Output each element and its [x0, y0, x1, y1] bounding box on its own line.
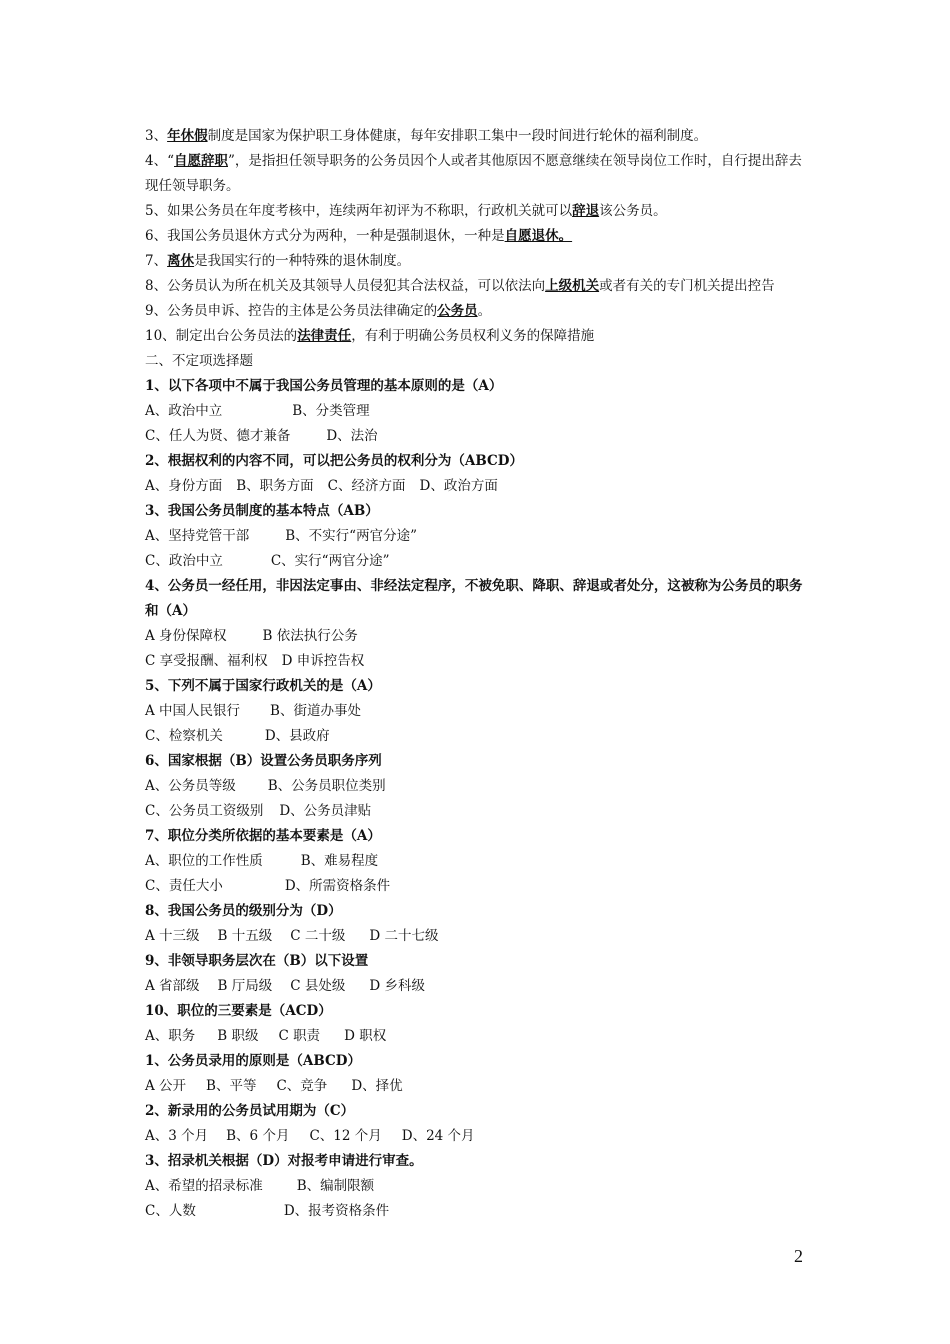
question-text: 5、如果公务员在年度考核中，连续两年初评为不称职，行政机关就可以 — [145, 203, 573, 219]
question-text: 。 — [477, 303, 492, 319]
question-text: 3、 — [145, 128, 168, 144]
mc-options-row — [145, 1124, 813, 1149]
answer-keyword: 公务员 — [437, 303, 478, 319]
mc-option: B 厅局级 — [217, 978, 273, 994]
mc-option: A、坚持党管干部 — [145, 528, 250, 544]
mc-options-row — [145, 649, 813, 674]
page-content — [145, 124, 813, 1224]
answer-keyword: 自愿退休。 — [504, 228, 573, 244]
mc-options-row — [145, 799, 813, 824]
mc-options-row — [145, 1024, 813, 1049]
fill-in-question-6 — [145, 224, 813, 249]
fill-in-question-9 — [145, 299, 813, 324]
mc-question: 2、根据权利的内容不同，可以把公务员的权利分为（ABCD） — [145, 453, 523, 469]
mc-option: B、6 个月 — [226, 1128, 290, 1144]
question-text: 7、 — [145, 253, 168, 269]
mc-question: 1、以下各项中不属于我国公务员管理的基本原则的是（A） — [145, 378, 503, 394]
mc-option: B、编制限额 — [296, 1178, 375, 1194]
question-text: 10、制定出台公务员法的 — [145, 328, 298, 344]
mc-option: D 职权 — [344, 1028, 387, 1044]
mc-option: C、政治中立 — [145, 553, 223, 569]
mc-options-row — [145, 874, 813, 899]
mc-option: B、难易程度 — [300, 853, 379, 869]
fill-in-question-3 — [145, 124, 813, 149]
mc-options-row — [145, 924, 813, 949]
mc-option: B、分类管理 — [292, 403, 370, 419]
fill-in-question-8 — [145, 274, 813, 299]
mc-option: C、责任大小 — [145, 878, 223, 894]
mc-options-row — [145, 524, 813, 549]
mc-option: A、公务员等级 — [145, 778, 236, 794]
mc-option: B、职务方面 — [236, 478, 314, 494]
mc-options-row — [145, 399, 813, 424]
mc-option: B、公务员职位类别 — [267, 778, 386, 794]
fill-in-question-4 — [145, 149, 813, 199]
mc-option: C 职责 — [278, 1028, 321, 1044]
mc-question: 3、招录机关根据（D）对报考申请进行审查。 — [145, 1153, 423, 1169]
mc-question: 4、公务员一经任用，非因法定事由、非经法定程序，不被免职、降职、辞退或者处分，这被称为公务员的职务和（A） — [145, 578, 803, 619]
mc-option: B 依法执行公务 — [262, 628, 358, 644]
mc-option: A、政治中立 — [145, 403, 223, 419]
mc-question: 3、我国公务员制度的基本特点（AB） — [145, 503, 379, 519]
mc-option: B、平等 — [206, 1078, 257, 1094]
mc-option: A 中国人民银行 — [145, 703, 241, 719]
mc-option: D、政治方面 — [419, 478, 498, 494]
mc-options-row — [145, 1174, 813, 1199]
mc-options-row — [145, 974, 813, 999]
question-text: ，有利于明确公务员权利义务的保障措施 — [351, 328, 595, 344]
mc-option: C 县处级 — [290, 978, 346, 994]
answer-keyword: 离休 — [167, 253, 195, 269]
mc-option: D、法治 — [326, 428, 378, 444]
mc-options-row — [145, 424, 813, 449]
mc-option: C、12 个月 — [309, 1128, 382, 1144]
mc-option: C、检察机关 — [145, 728, 223, 744]
mc-option: A、职务 — [145, 1028, 196, 1044]
mc-question: 2、新录用的公务员试用期为（C） — [145, 1103, 355, 1119]
mc-option: C、经济方面 — [327, 478, 406, 494]
mc-option: D、报考资格条件 — [283, 1203, 390, 1219]
answer-keyword: 年休假 — [167, 128, 208, 144]
mc-question: 7、职位分类所依据的基本要素是（A） — [145, 828, 381, 844]
mc-option: C、任人为贤、德才兼备 — [145, 428, 291, 444]
section-heading: 二、不定项选择题 — [145, 353, 253, 369]
multiple-choice-list — [145, 374, 813, 1224]
mc-options-row — [145, 724, 813, 749]
question-text: 是我国实行的一种特殊的退休制度。 — [194, 253, 411, 269]
mc-option: A 身份保障权 — [145, 628, 227, 644]
fill-in-question-5 — [145, 199, 813, 224]
mc-question: 5、下列不属于国家行政机关的是（A） — [145, 678, 381, 694]
mc-option: A 十三级 — [145, 928, 200, 944]
mc-question: 9、非领导职务层次在（B）以下设置 — [145, 953, 369, 969]
mc-options-row — [145, 549, 813, 574]
question-text: 6、我国公务员退休方式分为两种，一种是强制退休，一种是 — [145, 228, 505, 244]
mc-option: C、竞争 — [276, 1078, 328, 1094]
mc-options-row — [145, 624, 813, 649]
answer-keyword: 辞退 — [572, 203, 600, 219]
mc-option: A、职位的工作性质 — [145, 853, 263, 869]
question-text: ”，是指担任领导职务的公务员因个人或者其他原因不愿意继续在领导岗位工作时，自行提出辞去现任领导职务。 — [145, 153, 802, 194]
mc-option: D、县政府 — [264, 728, 330, 744]
fill-in-question-10 — [145, 324, 813, 349]
mc-question: 1、公务员录用的原则是（ABCD） — [145, 1053, 361, 1069]
answer-keyword: 自愿辞职 — [174, 153, 228, 169]
mc-option: D 二十七级 — [369, 928, 439, 944]
mc-options-row — [145, 474, 813, 499]
mc-option: A 省部级 — [145, 978, 200, 994]
mc-option: A 公开 — [145, 1078, 187, 1094]
mc-option: D 申诉控告权 — [281, 653, 365, 669]
mc-option: D、公务员津贴 — [279, 803, 372, 819]
mc-options-row — [145, 699, 813, 724]
mc-option: A、希望的招录标准 — [145, 1178, 263, 1194]
mc-question: 10、职位的三要素是（ACD） — [145, 1003, 332, 1019]
mc-option: D、择优 — [351, 1078, 403, 1094]
question-text: 或者有关的专门机关提出控告 — [599, 278, 775, 294]
question-text: 制度是国家为保护职工身体健康，每年安排职工集中一段时间进行轮休的福利制度。 — [207, 128, 708, 144]
question-text: 9、公务员申诉、控告的主体是公务员法律确定的 — [145, 303, 438, 319]
mc-option: D、24 个月 — [401, 1128, 475, 1144]
mc-options-row — [145, 1074, 813, 1099]
mc-option: B 职级 — [217, 1028, 259, 1044]
mc-option: A、身份方面 — [145, 478, 223, 494]
mc-options-row — [145, 1199, 813, 1224]
mc-options-row — [145, 849, 813, 874]
mc-option: C、人数 — [145, 1203, 196, 1219]
question-text: 该公务员。 — [599, 203, 667, 219]
mc-option: D 乡科级 — [369, 978, 426, 994]
mc-option: A、3 个月 — [145, 1128, 209, 1144]
answer-keyword: 上级机关 — [545, 278, 600, 294]
mc-options-row — [145, 774, 813, 799]
question-text: 8、公务员认为所在机关及其领导人员侵犯其合法权益，可以依法向 — [145, 278, 546, 294]
question-text: 4、“ — [145, 153, 174, 169]
answer-keyword: 法律责任 — [297, 328, 352, 344]
mc-option: B 十五级 — [217, 928, 273, 944]
mc-option: D、所需资格条件 — [284, 878, 391, 894]
mc-question: 6、国家根据（B）设置公务员职务序列 — [145, 753, 382, 769]
mc-option: C 享受报酬、福利权 — [145, 653, 268, 669]
mc-option: C、实行“两官分途” — [270, 553, 390, 569]
fill-in-question-7 — [145, 249, 813, 274]
mc-option: C 二十级 — [290, 928, 346, 944]
page-number: 2 — [794, 1246, 803, 1266]
mc-option: C、公务员工资级别 — [145, 803, 264, 819]
mc-question: 8、我国公务员的级别分为（D） — [145, 903, 342, 919]
mc-option: B、街道办事处 — [270, 703, 361, 719]
mc-option: B、不实行“两官分途” — [285, 528, 417, 544]
